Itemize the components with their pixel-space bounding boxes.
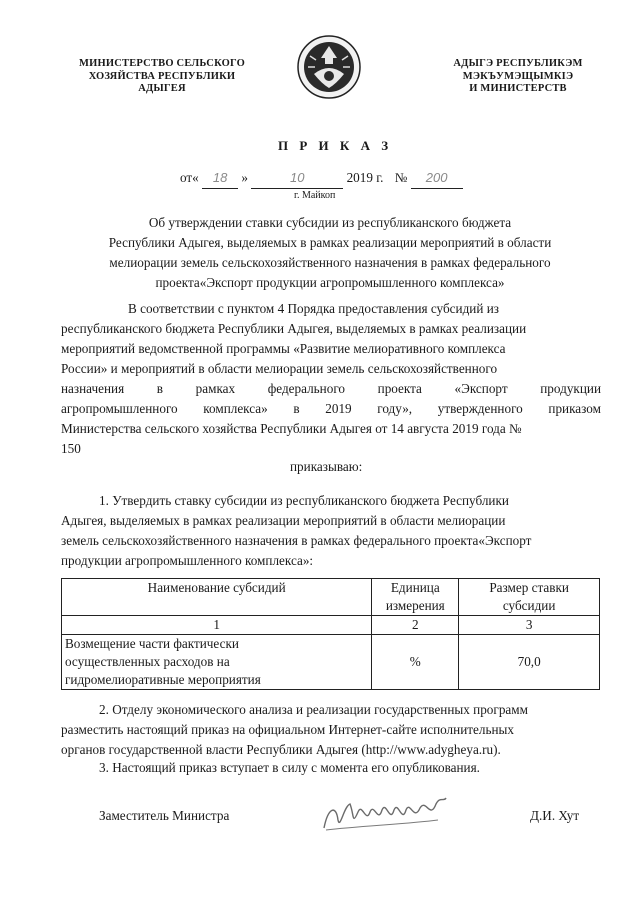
- date-day: 18: [212, 170, 228, 185]
- header-right-line: АДЫГЭ РЕСПУБЛИКЭМ: [453, 58, 583, 69]
- subsidy-name-cell: Возмещение части фактически осуществленных расходов на гидромелиоративные мероприятия: [62, 635, 372, 690]
- date-month-field: [251, 168, 343, 189]
- order-number: 200: [425, 170, 448, 185]
- document-title: П Р И К А З: [278, 138, 393, 153]
- table-header-row: [62, 579, 600, 616]
- header-right-line: И МИНИСТЕРСТВ: [469, 83, 567, 94]
- preamble-line: агропромышленного комплекса» в 2019 году», утвержденного приказом: [61, 401, 601, 416]
- preamble-line: 150: [61, 441, 81, 456]
- city: г. Майкоп: [294, 190, 336, 201]
- item-1-line: земель сельскохозяйственного назначения в рамках федерального проекта«Экспорт: [61, 533, 532, 548]
- header-cell-unit: Единица измерения: [372, 579, 459, 616]
- ministry-header-right: [432, 58, 604, 96]
- date-prefix: от«: [180, 170, 199, 185]
- order-date-line: [180, 168, 470, 188]
- subject-line: Об утверждении ставки субсидии из республиканского бюджета: [148, 215, 512, 230]
- table-number-row: [62, 616, 600, 635]
- subject-line: мелиорации земель сельскохозяйственного назначения в рамках федерального: [109, 255, 551, 270]
- item-2-line: органов государственной власти Республики Адыгея (http://www.adygheya.ru).: [61, 742, 501, 757]
- column-number-cell: 1: [62, 616, 372, 635]
- preamble-line: мероприятий ведомственной программы «Развитие мелиоративного комплекса: [61, 341, 506, 356]
- subsidy-table: [61, 578, 600, 690]
- order-number-field: [411, 168, 463, 189]
- subject-line: проекта«Экспорт продукции агропромышленного комплекса»: [155, 275, 505, 290]
- item-3-paragraph: 3. Настоящий приказ вступает в силу с момента его опубликования.: [99, 760, 480, 775]
- ministry-header-left: [62, 58, 262, 96]
- subsidy-unit-cell: %: [372, 635, 459, 690]
- preamble-line: Министерства сельского хозяйства Республики Адыгея от 14 августа 2019 года №: [61, 421, 522, 436]
- item-1-paragraph: [61, 491, 601, 571]
- date-year: 2019 г.: [346, 170, 384, 185]
- number-label: №: [394, 170, 408, 185]
- header-right-line: МЭКЪУМЭЩЫМКIЭ: [462, 70, 574, 82]
- date-day-field: [202, 168, 238, 189]
- preamble-line: назначения в рамках федерального проекта «Экспорт продукции: [61, 381, 601, 396]
- table-row: [62, 635, 600, 690]
- order-subject: [60, 213, 600, 293]
- date-day-close: »: [241, 170, 248, 185]
- item-1-line: Адыгея, выделяемых в рамках реализации мероприятий в области мелиорации: [61, 513, 506, 528]
- preamble-line: республиканского бюджета Республики Адыгея, выделяемых в рамках реализации: [61, 321, 527, 336]
- order-word: приказываю:: [290, 459, 363, 474]
- item-2-line: 2. Отделу экономического анализа и реализации государственных программ: [99, 702, 528, 717]
- header-cell-name: Наименование субсидий: [62, 579, 372, 616]
- subsidy-rate-cell: 70,0: [459, 635, 600, 690]
- header-cell-rate: Размер ставки субсидии: [459, 579, 600, 616]
- preamble-line: России» и мероприятий в области мелиорации земель сельскохозяйственного: [61, 361, 498, 376]
- header-left-line: АДЫГЕЯ: [138, 83, 186, 94]
- header-left-line: ХОЗЯЙСТВА РЕСПУБЛИКИ: [88, 70, 236, 82]
- column-number-cell: 2: [372, 616, 459, 635]
- signatory-name: Д.И. Хут: [530, 808, 580, 823]
- date-month: 10: [290, 170, 305, 185]
- preamble-paragraph: [61, 299, 601, 459]
- header-left-line: МИНИСТЕРСТВО СЕЛЬСКОГО: [79, 58, 245, 69]
- item-1-line: продукции агропромышленного комплекса»:: [61, 553, 314, 568]
- preamble-line: В соответствии с пунктом 4 Порядка предоставления субсидий из: [128, 301, 499, 316]
- item-2-paragraph: [61, 700, 601, 760]
- handwritten-signature: [318, 790, 458, 840]
- signatory-position: Заместитель Министра: [99, 808, 230, 823]
- item-1-line: 1. Утвердить ставку субсидии из республиканского бюджета Республики: [99, 493, 509, 508]
- coat-of-arms-emblem: [296, 34, 362, 100]
- subject-line: Республики Адыгея, выделяемых в рамках реализации мероприятий в области: [108, 235, 552, 250]
- column-number-cell: 3: [459, 616, 600, 635]
- item-2-line: разместить настоящий приказ на официальном Интернет-сайте исполнительных: [61, 722, 514, 737]
